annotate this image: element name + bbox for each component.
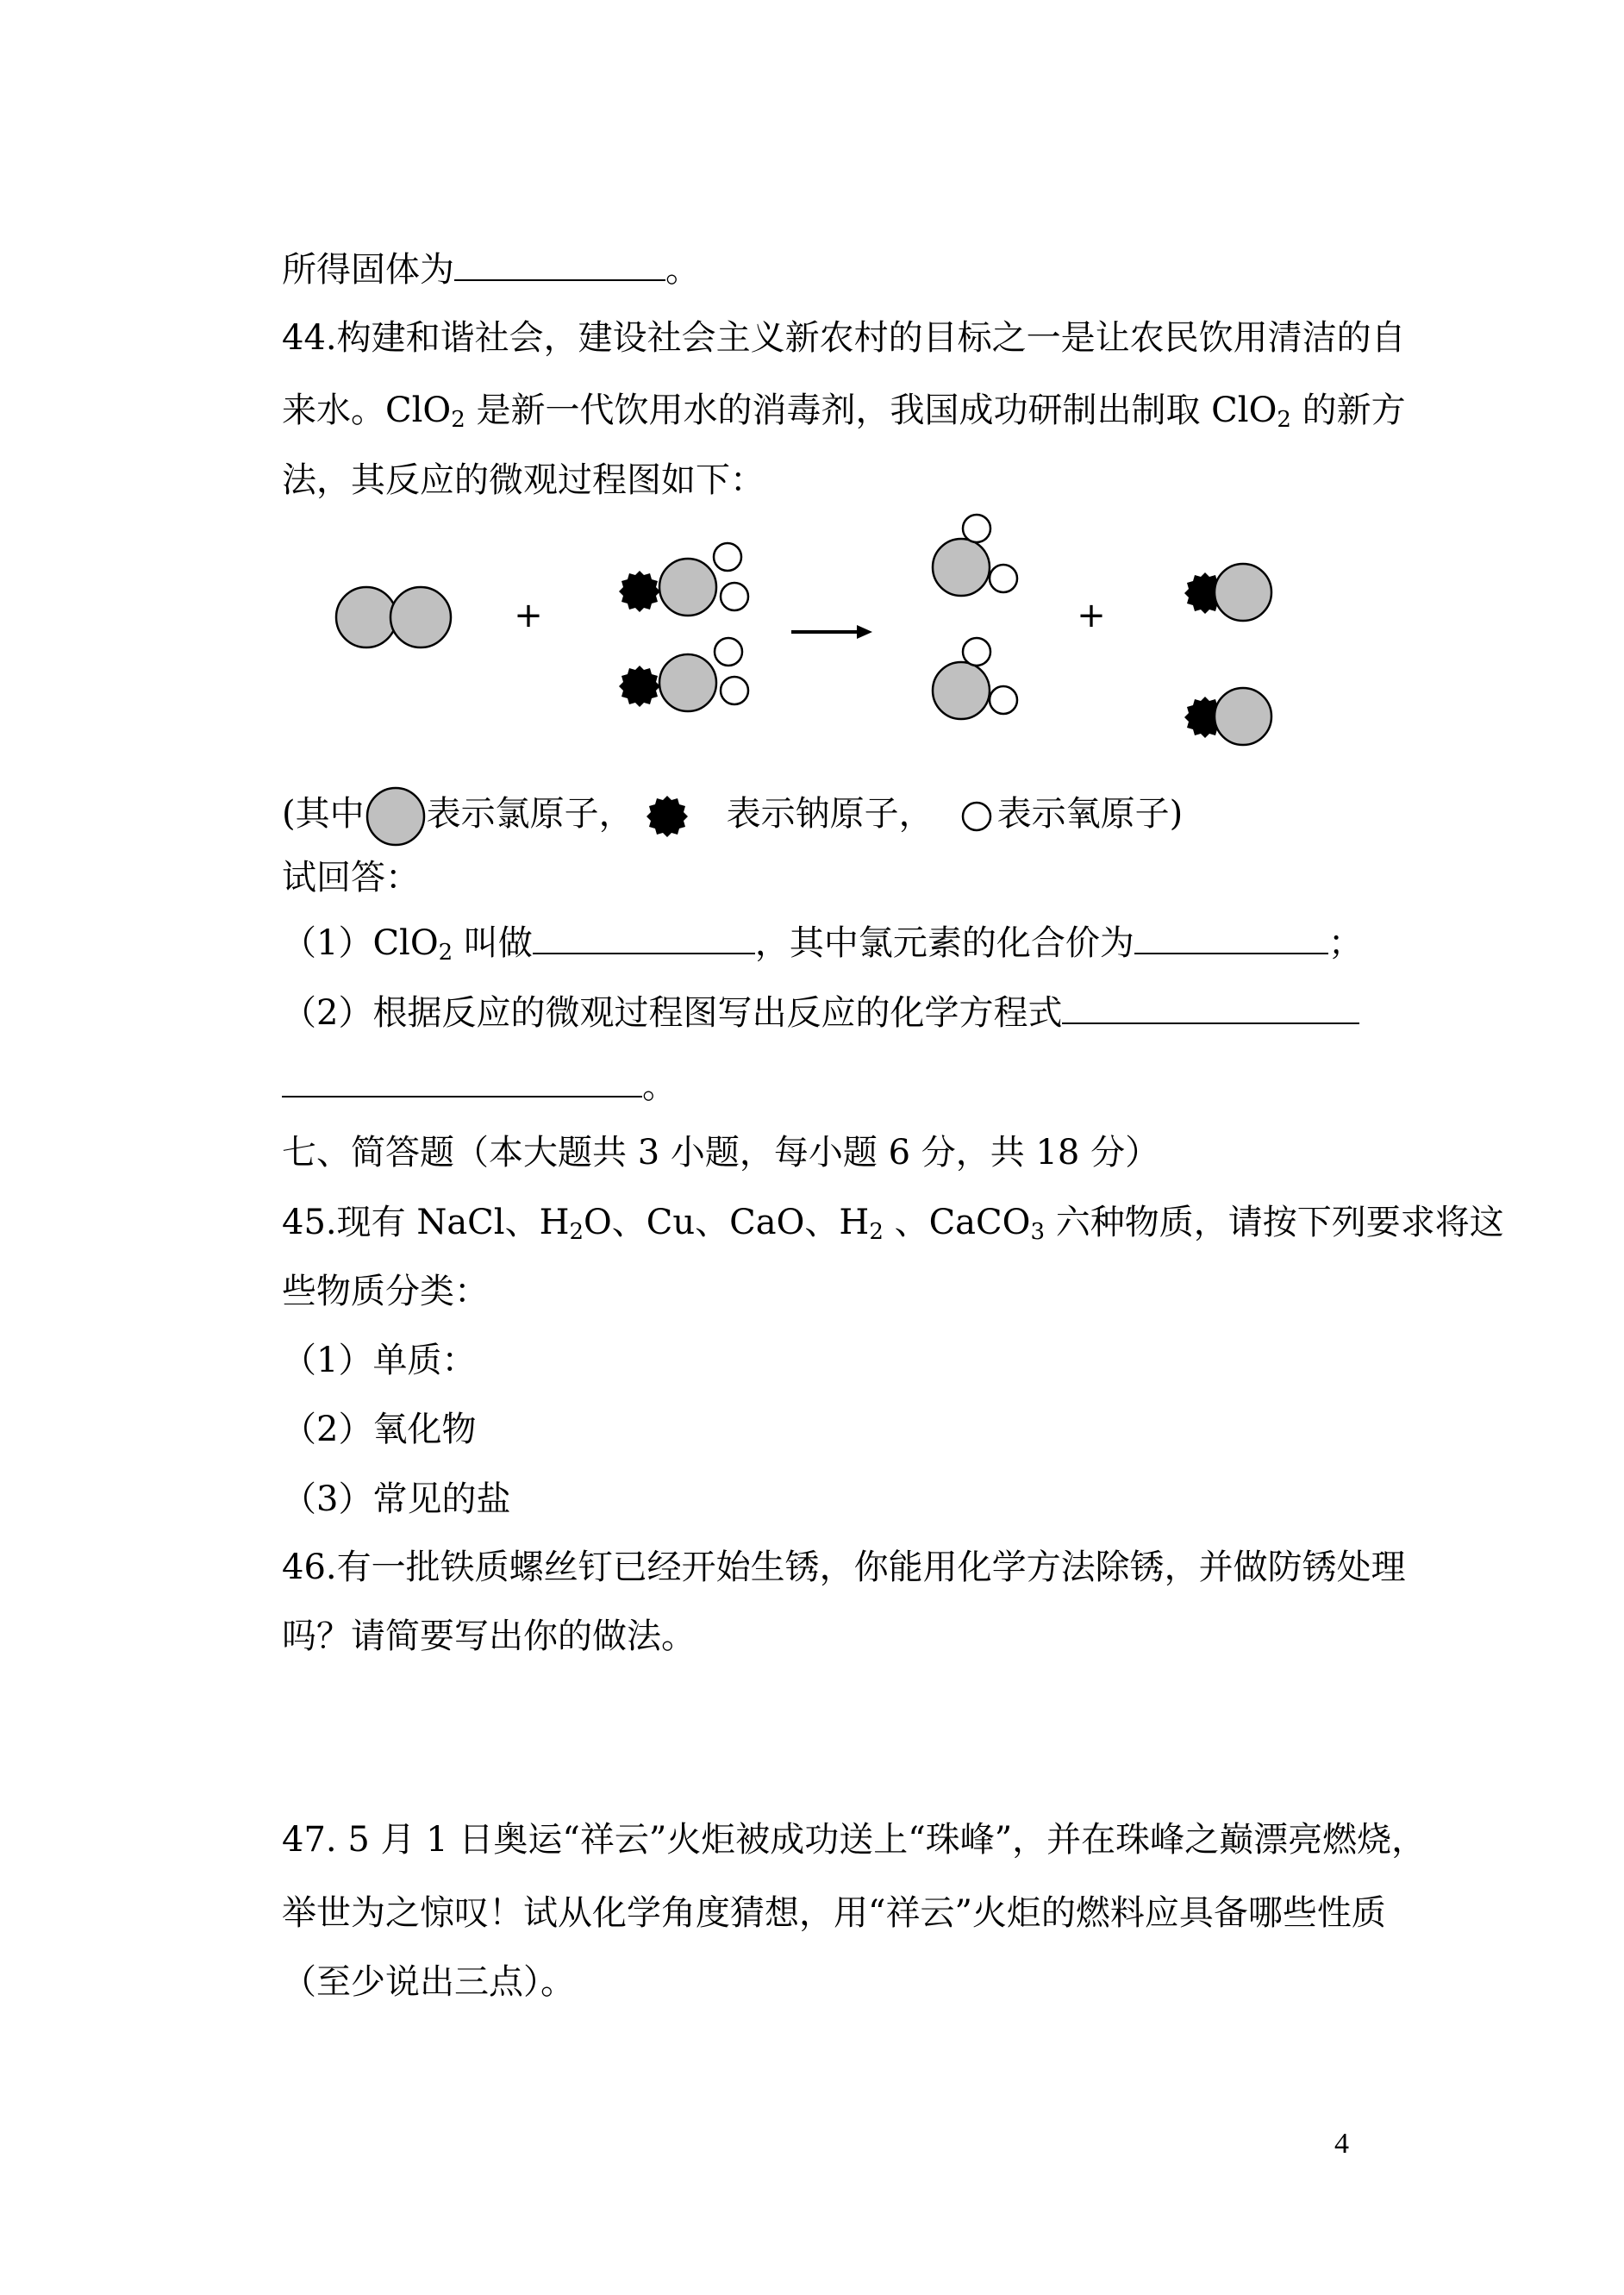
- naclo2-molecule: [619, 543, 748, 616]
- nacl-molecule: [1184, 564, 1271, 621]
- q44-line-1: 44.构建和谐社会，建设社会主义新农村的目标之一是让农民饮用清洁的自: [282, 318, 1406, 358]
- q44-sub2-continuation: 。: [282, 1065, 677, 1107]
- cl-atom: [933, 662, 990, 719]
- q43-tail-line: 所得固体为 。: [282, 250, 700, 290]
- cl-atom: [390, 587, 451, 647]
- oxygen-atom-icon: [959, 799, 994, 834]
- q44-prompt: 试回答：: [282, 858, 420, 897]
- plus-sign: +: [1077, 596, 1106, 635]
- q43-tail-text: 所得固体为: [282, 250, 454, 290]
- cl-atom: [933, 539, 990, 596]
- nacl-molecule: [1184, 688, 1271, 745]
- o-atom: [721, 583, 748, 610]
- q46-line-2: 吗？请简要写出你的做法。: [282, 1617, 696, 1656]
- cl-atom: [336, 587, 397, 647]
- q44-line-3: 法，其反应的微观过程图如下：: [282, 460, 765, 500]
- cl-atom: [1215, 564, 1271, 621]
- cl-atom: [659, 654, 716, 711]
- q47-line-1: 47. 5 月 1 日奥运“祥云”火炬被成功送上“珠峰”，并在珠峰之巅漂亮燃烧，: [282, 1820, 1427, 1860]
- reaction-diagram: [0, 0, 1624, 776]
- o-atom: [963, 515, 990, 542]
- atom-legend: (其中 表示氯原子， 表示钠原子， 表示氧原子): [282, 785, 1183, 847]
- equation-blank[interactable]: [1062, 991, 1359, 1024]
- na-atom: [619, 571, 660, 612]
- valence-blank[interactable]: [1134, 922, 1328, 954]
- clo2-molecule: [933, 638, 1017, 719]
- equation-blank-continued[interactable]: [282, 1065, 642, 1097]
- q47-line-2: 举世为之惊叹！试从化学角度猜想，用“祥云”火炬的燃料应具备哪些性质: [282, 1893, 1386, 1933]
- cl2-molecule: [336, 587, 451, 647]
- cl-atom: [1215, 688, 1271, 745]
- naclo2-molecule: [619, 638, 748, 711]
- na-atom: [619, 666, 660, 707]
- q45-line-1: 45.现有 NaCl、$H_2O$、Cu、CaO、$H_2$ 、CaCO$_3$ 六种物质，请按下列要求将这: [282, 1203, 1504, 1245]
- o-atom: [990, 565, 1017, 592]
- q46-line-1: 46.有一批铁质螺丝钉已经开始生锈，你能用化学方法除锈，并做防锈处理: [282, 1548, 1406, 1587]
- o-atom: [714, 543, 741, 571]
- q45-line-2: 些物质分类：: [282, 1272, 489, 1311]
- reaction-arrow: [791, 625, 872, 639]
- q45-item-3: （3）常见的盐: [282, 1479, 511, 1519]
- page-number: 4: [1334, 2128, 1349, 2160]
- chlorine-atom-icon: [365, 785, 427, 847]
- q47-line-3: （至少说出三点）。: [282, 1962, 575, 2002]
- q45-item-2: （2）氧化物: [282, 1410, 477, 1449]
- section-7-heading: 七、简答题（本大题共 3 小题，每小题 6 分，共 18 分）: [282, 1133, 1160, 1173]
- o-atom: [715, 638, 742, 666]
- o-atom: [721, 677, 748, 704]
- plus-sign: +: [514, 596, 543, 635]
- sodium-atom-icon: [646, 795, 689, 838]
- q44-line-2: 来水。ClO$_2$ 是新一代饮用水的消毒剂，我国成功研制出制取 ClO$_2$ 的新方: [282, 391, 1406, 433]
- o-atom: [990, 686, 1017, 714]
- clo2-molecule: [933, 515, 1017, 596]
- clo2-name-blank[interactable]: [533, 922, 755, 954]
- q44-sub1: （1）ClO$_2$ 叫做 ，其中氯元素的化合价为 ；: [282, 923, 1363, 966]
- q45-item-1: （1）单质：: [282, 1341, 477, 1380]
- o-atom: [963, 638, 990, 666]
- q44-sub2: （2）根据反应的微观过程图写出反应的化学方程式: [282, 991, 1359, 1034]
- cl-atom: [659, 559, 716, 616]
